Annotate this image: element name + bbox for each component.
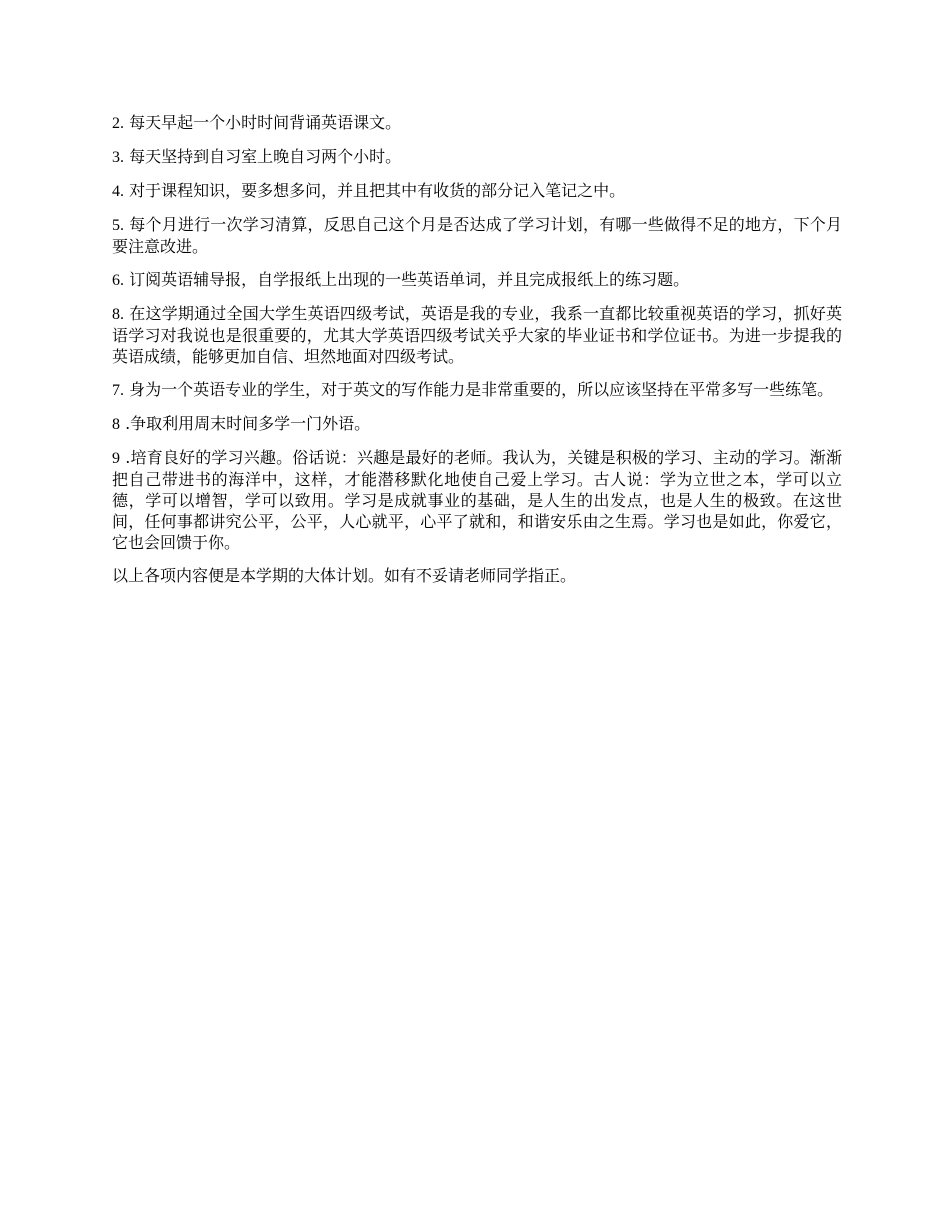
item-number: 9 — [112, 450, 120, 467]
closing-paragraph — [112, 565, 842, 587]
paragraph-item-8b — [112, 413, 842, 435]
item-number: 8. — [112, 306, 124, 323]
paragraph-item-5 — [112, 214, 842, 257]
paragraph-item-2 — [112, 112, 842, 134]
paragraph-item-9 — [112, 447, 842, 553]
paragraph-item-7 — [112, 379, 842, 401]
paragraph-item-4 — [112, 180, 842, 202]
paragraph-item-8a — [112, 303, 842, 367]
item-number: 4. — [112, 183, 124, 200]
paragraph-text: 每天早起一个小时时间背诵英语课文。 — [124, 113, 402, 132]
paragraph-text: 身为一个英语专业的学生，对于英文的写作能力是非常重要的，所以应该坚持在平常多写一些练笔。 — [124, 380, 834, 399]
paragraph-item-3 — [112, 146, 842, 168]
paragraph-text: 每天坚持到自习室上晚自习两个小时。 — [124, 147, 402, 166]
paragraph-text: 每个月进行一次学习清算，反思自己这个月是否达成了学习计划，有哪一些做得不足的地方，下个月要注意改进。 — [112, 215, 842, 256]
paragraph-text: 在这学期通过全国大学生英语四级考试，英语是我的专业，我系一直都比较重视英语的学习，抓好英语学习对我说也是很重要的，尤其大学英语四级考试关乎大家的毕业证书和学位证书。为进一步提我的英语成绩，能够更加自信、坦然地面对四级考试。 — [112, 304, 842, 366]
item-number: 3. — [112, 149, 124, 166]
paragraph-text: .争取利用周末时间多学一门外语。 — [120, 414, 371, 433]
document-body — [112, 112, 842, 599]
item-number: 6. — [112, 272, 124, 289]
paragraph-text: .培育良好的学习兴趣。俗话说：兴趣是最好的老师。我认为，关键是积极的学习、主动的学习。渐渐把自己带进书的海洋中，这样，才能潜移默化地使自己爱上学习。古人说：学为立世之本，学可以立德，学可以增智，学可以致用。学习是成就事业的基础，是人生的出发点，也是人生的极致。在这世间，任何事都讲究公平，公平，人心就平，心平了就和，和谐安乐由之生焉。学习也是如此，你爱它，它也会回馈于你。 — [112, 448, 842, 552]
item-number: 8 — [112, 416, 120, 433]
paragraph-text: 订阅英语辅导报，自学报纸上出现的一些英语单词，并且完成报纸上的练习题。 — [124, 270, 690, 289]
item-number: 7. — [112, 382, 124, 399]
paragraph-text: 以上各项内容便是本学期的大体计划。如有不妥请老师同学指正。 — [112, 566, 577, 585]
paragraph-text: 对于课程知识，要多想多问，并且把其中有收货的部分记入笔记之中。 — [124, 181, 626, 200]
item-number: 2. — [112, 115, 124, 132]
item-number: 5. — [112, 217, 124, 234]
paragraph-item-6 — [112, 269, 842, 291]
